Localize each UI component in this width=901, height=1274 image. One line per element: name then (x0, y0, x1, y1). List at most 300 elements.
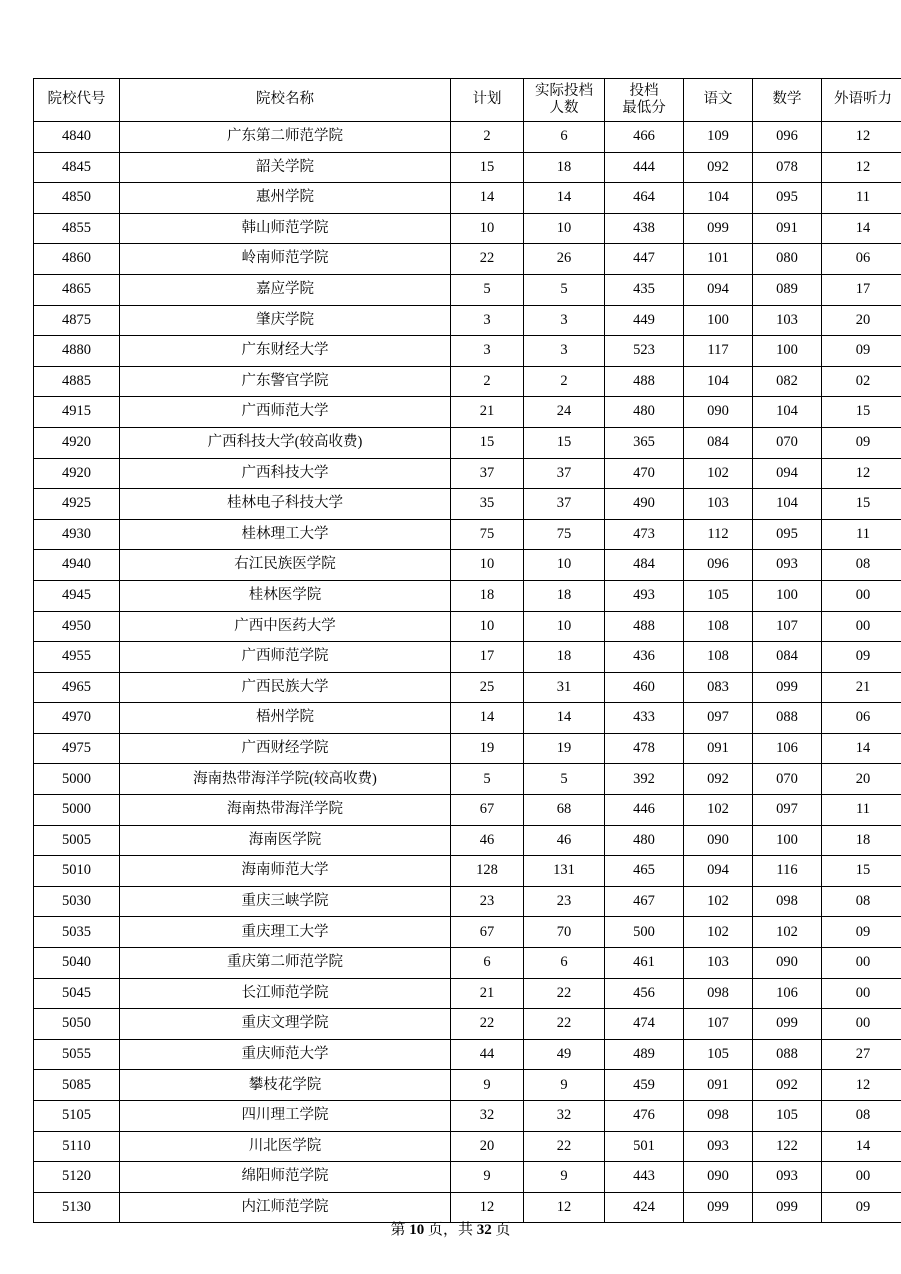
admission-score-table (33, 78, 901, 1223)
column-header-chinese: 语文 (684, 79, 753, 122)
cell-name: 韩山师范学院 (120, 213, 451, 244)
cell-english-listening: 09 (822, 917, 901, 948)
cell-english-listening: 08 (822, 886, 901, 917)
cell-english-listening: 15 (822, 397, 901, 428)
cell-min-score: 435 (605, 274, 684, 305)
cell-english-listening: 09 (822, 336, 901, 367)
cell-english-listening: 06 (822, 703, 901, 734)
cell-chinese: 094 (684, 274, 753, 305)
cell-math: 095 (753, 519, 822, 550)
cell-plan: 35 (451, 489, 524, 520)
cell-code: 4930 (34, 519, 120, 550)
cell-code: 5085 (34, 1070, 120, 1101)
cell-english-listening: 27 (822, 1039, 901, 1070)
cell-chinese: 101 (684, 244, 753, 275)
cell-plan: 22 (451, 244, 524, 275)
cell-code: 4840 (34, 122, 120, 153)
cell-min-score: 459 (605, 1070, 684, 1101)
cell-name: 海南热带海洋学院 (120, 795, 451, 826)
cell-english-listening: 12 (822, 152, 901, 183)
cell-math: 107 (753, 611, 822, 642)
table-row (34, 183, 901, 214)
cell-plan: 6 (451, 948, 524, 979)
cell-english-listening: 15 (822, 856, 901, 887)
cell-plan: 20 (451, 1131, 524, 1162)
cell-min-score: 467 (605, 886, 684, 917)
cell-chinese: 117 (684, 336, 753, 367)
cell-name: 广东财经大学 (120, 336, 451, 367)
cell-chinese: 108 (684, 611, 753, 642)
cell-plan: 9 (451, 1070, 524, 1101)
cell-min-score: 449 (605, 305, 684, 336)
cell-english-listening: 08 (822, 550, 901, 581)
cell-math: 096 (753, 122, 822, 153)
cell-english-listening: 12 (822, 458, 901, 489)
cell-min-score: 493 (605, 580, 684, 611)
cell-code: 4950 (34, 611, 120, 642)
table-row (34, 764, 901, 795)
cell-math: 095 (753, 183, 822, 214)
cell-code: 4945 (34, 580, 120, 611)
table-row (34, 1162, 901, 1193)
cell-code: 5000 (34, 795, 120, 826)
cell-actual: 75 (524, 519, 605, 550)
cell-name: 广西师范学院 (120, 642, 451, 673)
cell-name: 重庆师范大学 (120, 1039, 451, 1070)
table-row (34, 733, 901, 764)
cell-english-listening: 18 (822, 825, 901, 856)
cell-plan: 10 (451, 611, 524, 642)
cell-chinese: 098 (684, 978, 753, 1009)
cell-min-score: 490 (605, 489, 684, 520)
cell-code: 4965 (34, 672, 120, 703)
cell-math: 106 (753, 978, 822, 1009)
cell-plan: 10 (451, 213, 524, 244)
table-row (34, 795, 901, 826)
cell-english-listening: 12 (822, 122, 901, 153)
cell-min-score: 456 (605, 978, 684, 1009)
cell-min-score: 365 (605, 427, 684, 458)
table-row (34, 213, 901, 244)
cell-name: 广东第二师范学院 (120, 122, 451, 153)
cell-actual: 32 (524, 1101, 605, 1132)
table-row (34, 611, 901, 642)
cell-name: 长江师范学院 (120, 978, 451, 1009)
footer-total-pages: 32 (476, 1222, 492, 1238)
cell-math: 116 (753, 856, 822, 887)
cell-english-listening: 12 (822, 1070, 901, 1101)
cell-math: 100 (753, 336, 822, 367)
cell-min-score: 473 (605, 519, 684, 550)
cell-math: 080 (753, 244, 822, 275)
cell-actual: 26 (524, 244, 605, 275)
cell-chinese: 104 (684, 183, 753, 214)
column-header-min-score (605, 79, 684, 122)
cell-english-listening: 11 (822, 795, 901, 826)
cell-chinese: 091 (684, 733, 753, 764)
cell-plan: 18 (451, 580, 524, 611)
table-body (34, 122, 901, 1223)
cell-plan: 32 (451, 1101, 524, 1132)
cell-actual: 9 (524, 1162, 605, 1193)
table-header-row (34, 79, 901, 122)
cell-code: 4940 (34, 550, 120, 581)
cell-actual: 2 (524, 366, 605, 397)
cell-min-score: 461 (605, 948, 684, 979)
cell-actual: 18 (524, 152, 605, 183)
cell-plan: 12 (451, 1192, 524, 1223)
table-row (34, 917, 901, 948)
cell-code: 5045 (34, 978, 120, 1009)
cell-math: 082 (753, 366, 822, 397)
cell-name: 广西科技大学(较高收费) (120, 427, 451, 458)
cell-chinese: 102 (684, 886, 753, 917)
cell-code: 5055 (34, 1039, 120, 1070)
cell-plan: 9 (451, 1162, 524, 1193)
table-row (34, 825, 901, 856)
cell-english-listening: 20 (822, 305, 901, 336)
footer-page-number: 10 (409, 1222, 425, 1238)
cell-name: 广西财经学院 (120, 733, 451, 764)
cell-actual: 31 (524, 672, 605, 703)
cell-english-listening: 14 (822, 1131, 901, 1162)
cell-chinese: 094 (684, 856, 753, 887)
cell-name: 广西科技大学 (120, 458, 451, 489)
cell-code: 5005 (34, 825, 120, 856)
table-row (34, 489, 901, 520)
cell-actual: 12 (524, 1192, 605, 1223)
cell-code: 4920 (34, 427, 120, 458)
cell-name: 海南热带海洋学院(较高收费) (120, 764, 451, 795)
cell-math: 102 (753, 917, 822, 948)
cell-math: 070 (753, 764, 822, 795)
cell-name: 广西师范大学 (120, 397, 451, 428)
cell-name: 右江民族医学院 (120, 550, 451, 581)
cell-plan: 67 (451, 917, 524, 948)
cell-chinese: 091 (684, 1070, 753, 1101)
cell-actual: 6 (524, 948, 605, 979)
column-header-actual-line2: 人数 (549, 100, 579, 116)
cell-chinese: 102 (684, 795, 753, 826)
cell-chinese: 084 (684, 427, 753, 458)
column-header-math: 数学 (753, 79, 822, 122)
cell-plan: 25 (451, 672, 524, 703)
cell-math: 093 (753, 1162, 822, 1193)
cell-actual: 14 (524, 183, 605, 214)
cell-name: 惠州学院 (120, 183, 451, 214)
cell-code: 5010 (34, 856, 120, 887)
cell-name: 重庆理工大学 (120, 917, 451, 948)
cell-math: 103 (753, 305, 822, 336)
cell-plan: 128 (451, 856, 524, 887)
cell-plan: 22 (451, 1009, 524, 1040)
cell-math: 088 (753, 1039, 822, 1070)
cell-math: 084 (753, 642, 822, 673)
cell-name: 韶关学院 (120, 152, 451, 183)
cell-plan: 14 (451, 703, 524, 734)
cell-code: 5000 (34, 764, 120, 795)
cell-min-score: 464 (605, 183, 684, 214)
column-header-code: 院校代号 (34, 79, 120, 122)
cell-name: 肇庆学院 (120, 305, 451, 336)
cell-english-listening: 17 (822, 274, 901, 305)
footer-prefix: 第 (390, 1222, 406, 1238)
cell-actual: 5 (524, 764, 605, 795)
cell-plan: 21 (451, 978, 524, 1009)
column-header-min-line1: 投档 (629, 83, 659, 100)
cell-code: 4850 (34, 183, 120, 214)
cell-english-listening: 20 (822, 764, 901, 795)
cell-code: 5030 (34, 886, 120, 917)
cell-actual: 14 (524, 703, 605, 734)
cell-english-listening: 09 (822, 642, 901, 673)
table-row (34, 672, 901, 703)
cell-english-listening: 00 (822, 948, 901, 979)
cell-actual: 70 (524, 917, 605, 948)
cell-chinese: 092 (684, 152, 753, 183)
cell-actual: 22 (524, 978, 605, 1009)
cell-actual: 68 (524, 795, 605, 826)
cell-name: 重庆三峡学院 (120, 886, 451, 917)
cell-chinese: 092 (684, 764, 753, 795)
table-row (34, 642, 901, 673)
cell-actual: 131 (524, 856, 605, 887)
cell-chinese: 102 (684, 458, 753, 489)
table-row (34, 427, 901, 458)
cell-name: 岭南师范学院 (120, 244, 451, 275)
table-row (34, 978, 901, 1009)
cell-chinese: 090 (684, 397, 753, 428)
cell-english-listening: 14 (822, 733, 901, 764)
cell-min-score: 446 (605, 795, 684, 826)
cell-actual: 22 (524, 1009, 605, 1040)
cell-min-score: 460 (605, 672, 684, 703)
cell-plan: 15 (451, 152, 524, 183)
cell-actual: 37 (524, 458, 605, 489)
cell-min-score: 444 (605, 152, 684, 183)
cell-code: 4880 (34, 336, 120, 367)
cell-actual: 15 (524, 427, 605, 458)
cell-math: 090 (753, 948, 822, 979)
cell-english-listening: 00 (822, 978, 901, 1009)
table-row (34, 886, 901, 917)
cell-math: 104 (753, 397, 822, 428)
cell-actual: 5 (524, 274, 605, 305)
cell-name: 四川理工学院 (120, 1101, 451, 1132)
cell-min-score: 438 (605, 213, 684, 244)
cell-math: 078 (753, 152, 822, 183)
cell-min-score: 480 (605, 825, 684, 856)
table-row (34, 1070, 901, 1101)
cell-math: 099 (753, 1192, 822, 1223)
cell-plan: 5 (451, 274, 524, 305)
cell-min-score: 436 (605, 642, 684, 673)
cell-math: 099 (753, 1009, 822, 1040)
cell-english-listening: 00 (822, 1009, 901, 1040)
cell-actual: 46 (524, 825, 605, 856)
cell-actual: 10 (524, 550, 605, 581)
cell-actual: 22 (524, 1131, 605, 1162)
cell-plan: 75 (451, 519, 524, 550)
cell-english-listening: 21 (822, 672, 901, 703)
cell-math: 105 (753, 1101, 822, 1132)
table-row (34, 1039, 901, 1070)
table-row (34, 122, 901, 153)
cell-plan: 15 (451, 427, 524, 458)
page-footer (0, 1218, 901, 1239)
cell-chinese: 102 (684, 917, 753, 948)
cell-min-score: 447 (605, 244, 684, 275)
cell-code: 4920 (34, 458, 120, 489)
cell-chinese: 100 (684, 305, 753, 336)
cell-math: 098 (753, 886, 822, 917)
cell-plan: 10 (451, 550, 524, 581)
table-row (34, 274, 901, 305)
cell-actual: 18 (524, 580, 605, 611)
cell-code: 4925 (34, 489, 120, 520)
cell-min-score: 424 (605, 1192, 684, 1223)
table-row (34, 1131, 901, 1162)
cell-code: 4885 (34, 366, 120, 397)
cell-chinese: 103 (684, 489, 753, 520)
cell-math: 094 (753, 458, 822, 489)
table-row (34, 305, 901, 336)
cell-chinese: 090 (684, 1162, 753, 1193)
cell-math: 092 (753, 1070, 822, 1101)
column-header-min-line2: 最低分 (622, 100, 666, 116)
cell-code: 5130 (34, 1192, 120, 1223)
cell-chinese: 112 (684, 519, 753, 550)
cell-plan: 37 (451, 458, 524, 489)
cell-code: 5050 (34, 1009, 120, 1040)
cell-code: 5040 (34, 948, 120, 979)
cell-math: 091 (753, 213, 822, 244)
cell-actual: 49 (524, 1039, 605, 1070)
cell-min-score: 478 (605, 733, 684, 764)
table-row (34, 519, 901, 550)
cell-english-listening: 00 (822, 580, 901, 611)
cell-code: 4955 (34, 642, 120, 673)
cell-code: 4875 (34, 305, 120, 336)
cell-min-score: 474 (605, 1009, 684, 1040)
cell-chinese: 107 (684, 1009, 753, 1040)
cell-name: 桂林电子科技大学 (120, 489, 451, 520)
cell-name: 绵阳师范学院 (120, 1162, 451, 1193)
cell-name: 海南医学院 (120, 825, 451, 856)
cell-actual: 24 (524, 397, 605, 428)
cell-math: 122 (753, 1131, 822, 1162)
table-row (34, 244, 901, 275)
cell-plan: 46 (451, 825, 524, 856)
table-row (34, 1009, 901, 1040)
cell-code: 4865 (34, 274, 120, 305)
cell-min-score: 523 (605, 336, 684, 367)
cell-code: 4855 (34, 213, 120, 244)
cell-math: 106 (753, 733, 822, 764)
cell-min-score: 480 (605, 397, 684, 428)
cell-plan: 2 (451, 366, 524, 397)
cell-actual: 6 (524, 122, 605, 153)
cell-code: 4975 (34, 733, 120, 764)
column-header-plan: 计划 (451, 79, 524, 122)
cell-min-score: 466 (605, 122, 684, 153)
cell-math: 097 (753, 795, 822, 826)
cell-english-listening: 00 (822, 1162, 901, 1193)
cell-plan: 17 (451, 642, 524, 673)
cell-min-score: 433 (605, 703, 684, 734)
cell-english-listening: 08 (822, 1101, 901, 1132)
table-row (34, 703, 901, 734)
cell-plan: 3 (451, 305, 524, 336)
table-row (34, 152, 901, 183)
cell-english-listening: 11 (822, 183, 901, 214)
cell-chinese: 105 (684, 1039, 753, 1070)
cell-math: 099 (753, 672, 822, 703)
table-row (34, 336, 901, 367)
table-row (34, 366, 901, 397)
cell-name: 嘉应学院 (120, 274, 451, 305)
cell-min-score: 476 (605, 1101, 684, 1132)
cell-english-listening: 02 (822, 366, 901, 397)
cell-name: 桂林理工大学 (120, 519, 451, 550)
cell-name: 梧州学院 (120, 703, 451, 734)
cell-english-listening: 11 (822, 519, 901, 550)
table-row (34, 1101, 901, 1132)
table-header (34, 79, 901, 122)
cell-plan: 21 (451, 397, 524, 428)
cell-min-score: 392 (605, 764, 684, 795)
cell-math: 100 (753, 580, 822, 611)
cell-chinese: 093 (684, 1131, 753, 1162)
cell-math: 089 (753, 274, 822, 305)
cell-min-score: 470 (605, 458, 684, 489)
cell-chinese: 099 (684, 213, 753, 244)
cell-plan: 44 (451, 1039, 524, 1070)
cell-chinese: 098 (684, 1101, 753, 1132)
cell-plan: 3 (451, 336, 524, 367)
cell-chinese: 109 (684, 122, 753, 153)
cell-actual: 37 (524, 489, 605, 520)
cell-math: 100 (753, 825, 822, 856)
cell-plan: 23 (451, 886, 524, 917)
cell-actual: 10 (524, 213, 605, 244)
cell-math: 070 (753, 427, 822, 458)
cell-name: 内江师范学院 (120, 1192, 451, 1223)
footer-middle: 页，共 (427, 1222, 473, 1238)
cell-english-listening: 14 (822, 213, 901, 244)
cell-code: 4845 (34, 152, 120, 183)
cell-name: 广东警官学院 (120, 366, 451, 397)
cell-chinese: 105 (684, 580, 753, 611)
cell-code: 5035 (34, 917, 120, 948)
cell-min-score: 489 (605, 1039, 684, 1070)
cell-code: 5110 (34, 1131, 120, 1162)
cell-actual: 23 (524, 886, 605, 917)
cell-code: 5120 (34, 1162, 120, 1193)
cell-chinese: 104 (684, 366, 753, 397)
cell-min-score: 488 (605, 611, 684, 642)
column-header-english-listening: 外语听力 (822, 79, 901, 122)
cell-code: 4860 (34, 244, 120, 275)
cell-plan: 5 (451, 764, 524, 795)
footer-suffix: 页 (495, 1222, 511, 1238)
column-header-name: 院校名称 (120, 79, 451, 122)
cell-code: 4970 (34, 703, 120, 734)
cell-name: 桂林医学院 (120, 580, 451, 611)
cell-min-score: 488 (605, 366, 684, 397)
table-row (34, 397, 901, 428)
cell-english-listening: 09 (822, 1192, 901, 1223)
